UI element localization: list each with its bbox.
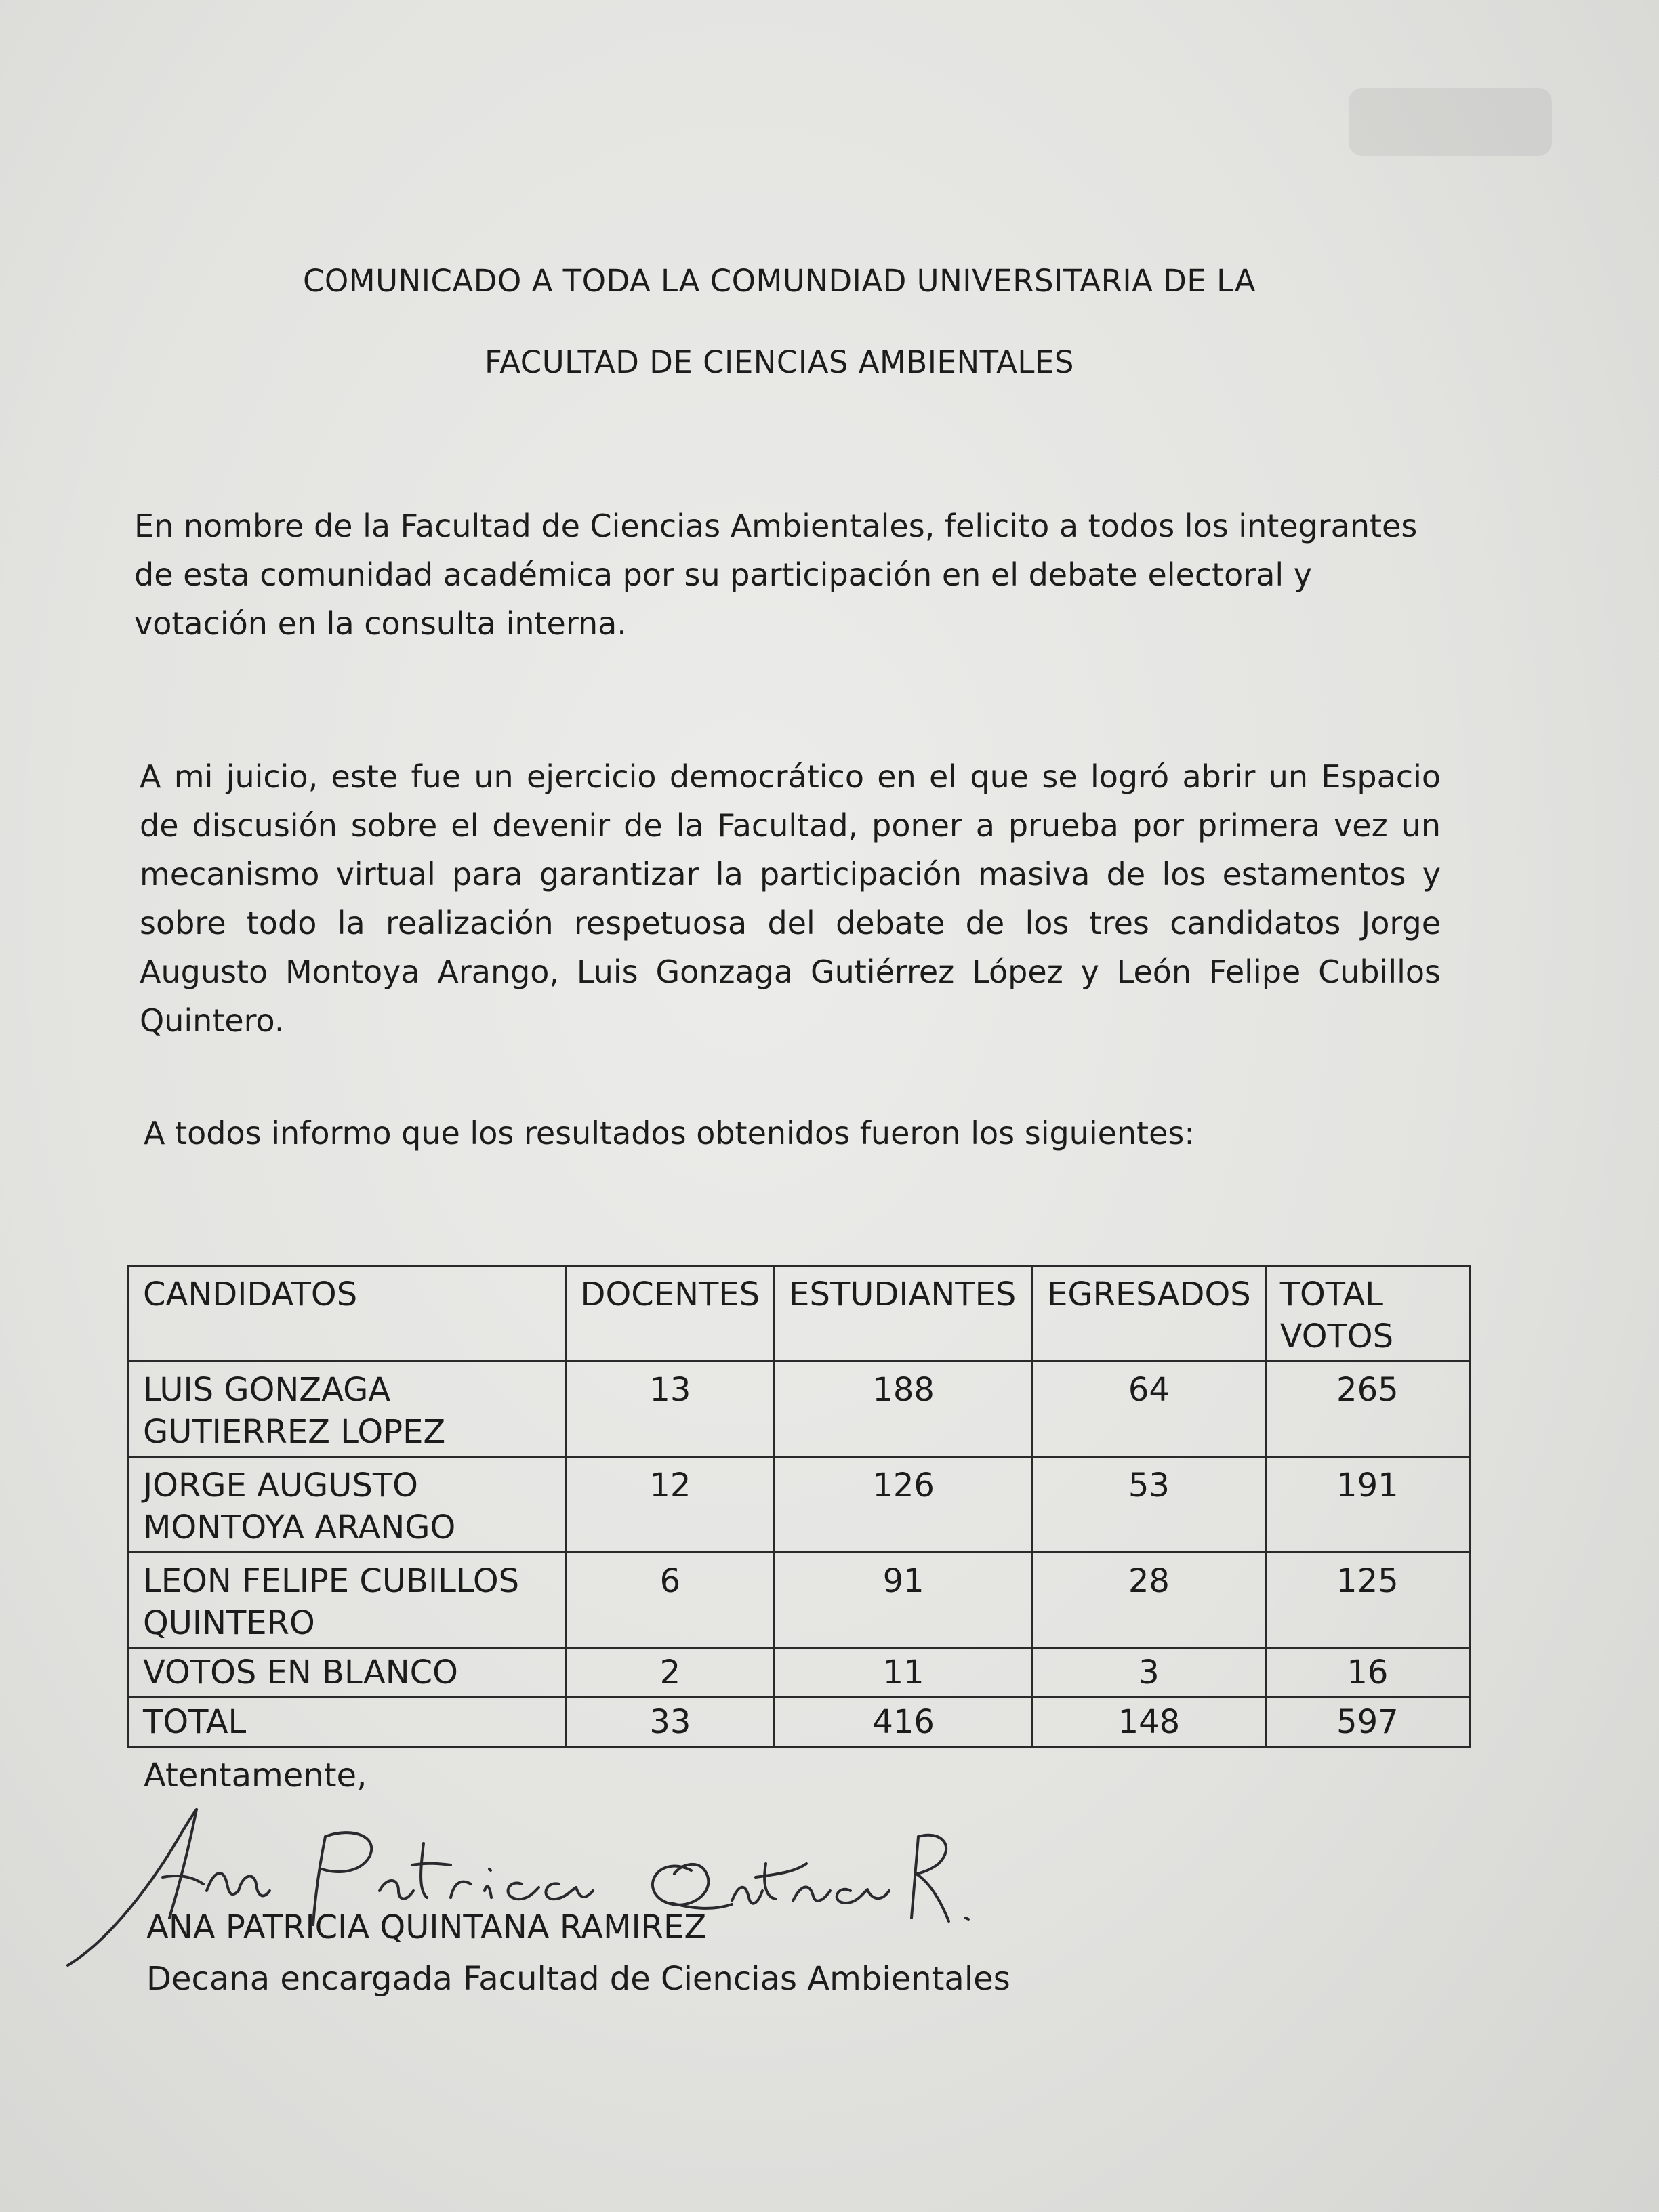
- document-title-line1: COMUNICADO A TODA LA COMUNDIAD UNIVERSITARIA DE LA: [302, 263, 1256, 299]
- table-row: [129, 1698, 1470, 1747]
- docentes-value: 12: [566, 1457, 775, 1553]
- paragraph-results-intro: A todos informo que los resultados obtenidos fueron los siguientes:: [144, 1115, 1195, 1151]
- document-title-line2: FACULTAD DE CIENCIAS AMBIENTALES: [485, 344, 1074, 380]
- total-value: 16: [1265, 1648, 1469, 1698]
- estudiantes-value: 416: [775, 1698, 1033, 1747]
- egresados-value: 148: [1033, 1698, 1266, 1747]
- estudiantes-value: 91: [775, 1553, 1033, 1648]
- signer-role: Decana encargada Facultad de Ciencias Ambientales: [146, 1960, 1010, 1998]
- header-docentes: DOCENTES: [566, 1266, 775, 1361]
- total-value: 191: [1265, 1457, 1469, 1553]
- handwritten-signature: [61, 1789, 1010, 1986]
- candidate-name: VOTOS EN BLANCO: [129, 1648, 567, 1698]
- docentes-value: 6: [566, 1553, 775, 1648]
- egresados-value: 53: [1033, 1457, 1266, 1553]
- total-value: 125: [1265, 1553, 1469, 1648]
- estudiantes-value: 188: [775, 1361, 1033, 1457]
- candidate-name: TOTAL: [129, 1698, 567, 1747]
- docentes-value: 33: [566, 1698, 775, 1747]
- total-value: 265: [1265, 1361, 1469, 1457]
- faint-watermark-mark: [1342, 81, 1559, 163]
- table-row: [129, 1361, 1470, 1457]
- egresados-value: 64: [1033, 1361, 1266, 1457]
- estudiantes-value: 11: [775, 1648, 1033, 1698]
- paragraph-opinion: A mi juicio, este fue un ejercicio democrático en el que se logró abrir un Espacio de discusión sobre el devenir de la Facultad, poner a prueba por primera vez un mecanismo virtual para garantizar la participación masiva de los estamentos y sobre todo la realización respetuosa del debate de los tres candidatos Jorge Augusto Montoya Arango, Luis Gonzaga Gutiérrez López y León Felipe Cubillos Quintero.: [140, 758, 1441, 1039]
- paragraph-congratulation: En nombre de la Facultad de Ciencias Ambientales, felicito a todos los integrantes de esta comunidad académica por su participación en el debate electoral y votación en la consulta interna.: [134, 508, 1418, 642]
- total-value: 597: [1265, 1698, 1469, 1747]
- closing-salutation: Atentamente,: [144, 1757, 367, 1795]
- results-table: [127, 1265, 1471, 1748]
- header-estudiantes: ESTUDIANTES: [775, 1266, 1033, 1361]
- table-row: [129, 1457, 1470, 1553]
- candidate-name: LUIS GONZAGA GUTIERREZ LOPEZ: [129, 1361, 567, 1457]
- docentes-value: 2: [566, 1648, 775, 1698]
- egresados-value: 3: [1033, 1648, 1266, 1698]
- candidate-name: JORGE AUGUSTO MONTOYA ARANGO: [129, 1457, 567, 1553]
- header-total-votos: TOTAL VOTOS: [1265, 1266, 1469, 1361]
- candidate-name: LEON FELIPE CUBILLOS QUINTERO: [129, 1553, 567, 1648]
- table-header-row: [129, 1266, 1470, 1361]
- table-row: [129, 1553, 1470, 1648]
- estudiantes-value: 126: [775, 1457, 1033, 1553]
- table-row: [129, 1648, 1470, 1698]
- header-candidatos: CANDIDATOS: [129, 1266, 567, 1361]
- signer-name: ANA PATRICIA QUINTANA RAMIREZ: [146, 1908, 707, 1946]
- header-egresados: EGRESADOS: [1033, 1266, 1266, 1361]
- docentes-value: 13: [566, 1361, 775, 1457]
- egresados-value: 28: [1033, 1553, 1266, 1648]
